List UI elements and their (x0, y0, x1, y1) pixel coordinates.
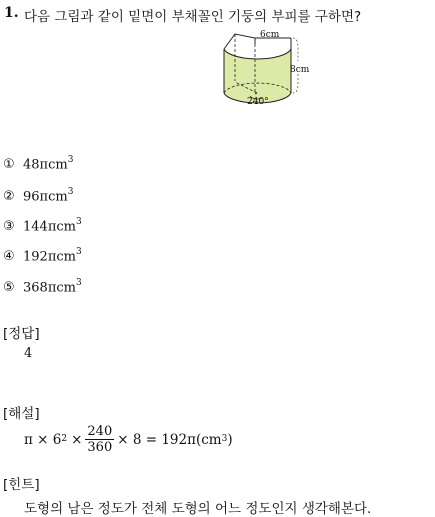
choice-4-exponent: 3 (75, 247, 82, 257)
fraction-numerator: 240 (87, 424, 113, 439)
sector-prism-figure (214, 26, 318, 120)
choice-3[interactable] (3, 218, 82, 234)
hint-text: 도형의 남은 정도가 전체 도형의 어느 정도인지 생각해본다. (24, 501, 372, 517)
hint-heading: [힌트] (3, 477, 40, 493)
choice-4-value: 192πcm (23, 249, 76, 265)
choice-1[interactable] (3, 156, 73, 172)
choice-3-value: 144πcm (23, 219, 76, 235)
question-number: 1. (4, 5, 19, 21)
choice-2[interactable] (3, 188, 73, 204)
answer-value: 4 (24, 346, 33, 361)
choice-4-mark: ④ (3, 249, 15, 265)
formula-part3: ) (227, 431, 233, 448)
choice-1-value: 48πcm (23, 157, 68, 173)
solution-formula (24, 424, 233, 455)
choice-1-mark: ① (3, 157, 15, 173)
choice-5[interactable] (3, 279, 82, 295)
formula-part2-exponent: 3 (221, 433, 228, 444)
choice-2-exponent: 3 (67, 187, 74, 197)
answer-heading: [정답] (3, 326, 40, 342)
choice-5-value: 368πcm (23, 280, 76, 296)
choice-3-mark: ③ (3, 219, 15, 235)
formula-multiply: × (71, 431, 83, 448)
formula-fraction (85, 424, 114, 455)
choice-2-value: 96πcm (23, 189, 68, 205)
choice-4[interactable] (3, 248, 82, 264)
side-length-label: 8cm (290, 65, 310, 75)
choice-2-mark: ② (3, 189, 15, 205)
formula-part1: π × 6 (24, 431, 62, 448)
choice-3-exponent: 3 (75, 217, 82, 227)
choice-1-exponent: 3 (67, 155, 74, 165)
formula-part1-exponent: 2 (61, 433, 68, 444)
choice-5-mark: ⑤ (3, 280, 15, 296)
solution-heading: [해설] (3, 406, 40, 422)
choice-5-exponent: 3 (75, 278, 82, 288)
question-text: 다음 그림과 같이 밑면이 부채꼴인 기둥의 부피를 구하면? (24, 9, 362, 25)
angle-label: 240° (247, 97, 269, 107)
top-length-label: 6cm (260, 30, 280, 40)
formula-part2: × 8 = 192π(cm (117, 431, 222, 448)
fraction-denominator: 360 (87, 440, 113, 455)
